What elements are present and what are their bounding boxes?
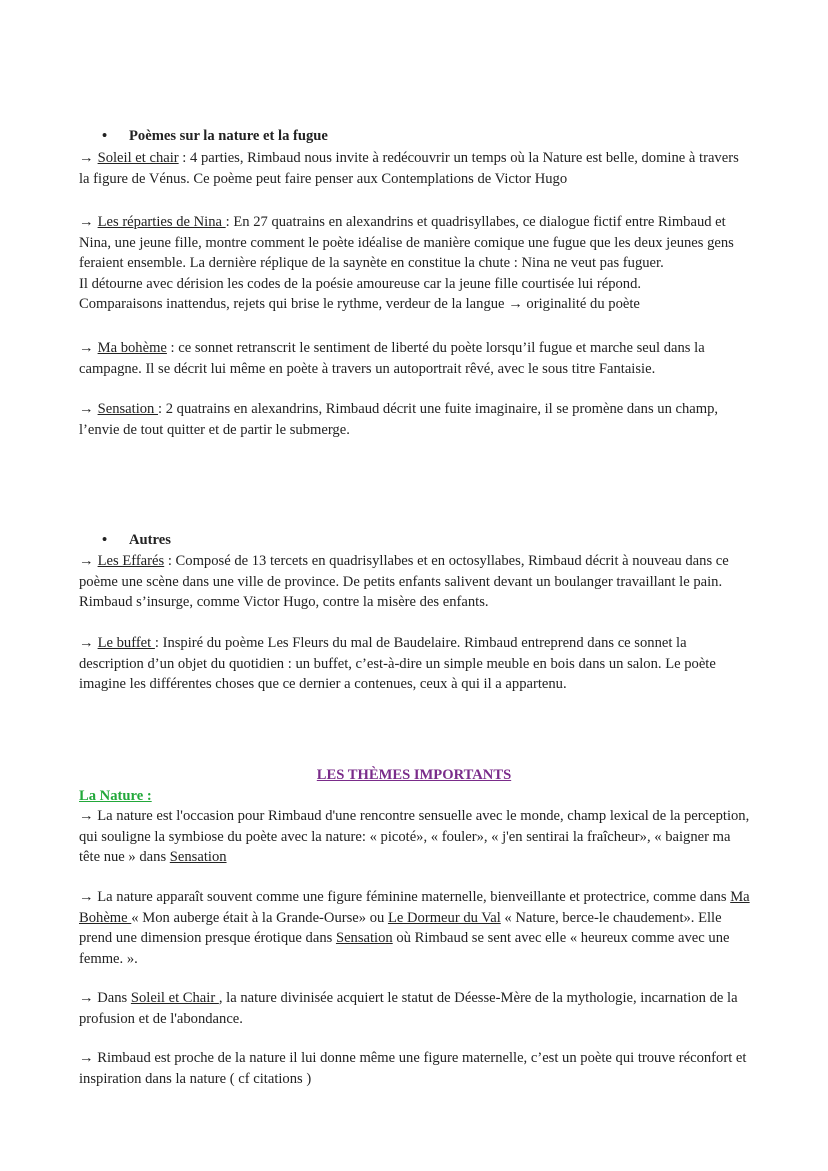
entry-text: 4 parties, Rimbaud nous invite à redécouvrir un temps où la Nature est belle, domine à travers la figure de Vénus. Ce poème peut faire penser aux Contemplations de Victor Hugo bbox=[79, 150, 739, 187]
arrow-right-icon: → bbox=[79, 401, 94, 417]
arrow-right-icon: → bbox=[508, 296, 523, 313]
themes-title: LES THÈMES IMPORTANTS bbox=[316, 767, 512, 783]
poem-title: Les réparties de Nina bbox=[97, 214, 226, 230]
section-heading-text: Poèmes sur la nature et la fugue bbox=[129, 128, 328, 144]
section-heading-autres bbox=[102, 530, 171, 550]
arrow-right-icon: → bbox=[79, 340, 94, 356]
paragraph-text: La nature est l'occasion pour Rimbaud d'une rencontre sensuelle avec le monde, champ lexical de la perception, qui souligne la symbiose du poète avec la nature: « picoté», « fouler», « j'en sentirai la fraîcheur», « baigner ma tête nue » dans bbox=[79, 808, 750, 866]
entry-text-line3-end: originalité du poète bbox=[522, 296, 640, 313]
entry-text: ce sonnet retranscrit le sentiment de liberté du poète lorsqu’il fugue et marche seul dans la campagne. Il se décrit lui même en poète à travers un autoportrait rêvé, avec le sous titre Fantaisie. bbox=[79, 340, 705, 377]
paragraph-text: « Nature, berce-le chaudement». Elle prend une dimension presque érotique dans bbox=[79, 909, 722, 947]
arrow-right-icon: → bbox=[79, 150, 94, 166]
poem-title: Soleil et chair bbox=[97, 150, 179, 166]
paragraph-text: Rimbaud est proche de la nature il lui donne même une figure maternelle, c’est un poète qui trouve réconfort et inspiration dans la nature ( cf citations ) bbox=[79, 1050, 747, 1087]
paragraph-text: « Mon auberge était à la Grande-Ourse» ou bbox=[131, 909, 388, 926]
entry-text-line2: Il détourne avec dérision les codes de la poésie amoureuse car la jeune fille courtisée lui répond. bbox=[79, 275, 642, 292]
arrow-right-icon: → bbox=[79, 553, 94, 569]
arrow-right-icon: → bbox=[79, 635, 94, 651]
arrow-right-icon: → bbox=[79, 889, 94, 905]
theme-paragraph-4 bbox=[79, 1048, 751, 1089]
entry-le-buffet bbox=[79, 633, 751, 695]
section-heading-nature-fugue bbox=[102, 126, 328, 146]
paragraph-text: Dans bbox=[93, 990, 131, 1006]
poem-reference: Sensation bbox=[335, 930, 393, 947]
entry-les-reparties-de-nina bbox=[79, 212, 751, 315]
arrow-right-icon: → bbox=[79, 1050, 94, 1066]
theme-paragraph-3 bbox=[79, 988, 751, 1029]
poem-reference: Soleil et Chair bbox=[130, 990, 219, 1006]
section-heading-text: Autres bbox=[129, 532, 171, 548]
separator: : bbox=[158, 401, 166, 417]
poem-title: Les Effarés bbox=[97, 553, 165, 569]
bullet-icon: • bbox=[102, 128, 108, 144]
arrow-right-icon: → bbox=[79, 808, 94, 824]
paragraph-text: La nature apparaît souvent comme une figure féminine maternelle, bienveillante et protectrice, comme dans bbox=[93, 889, 731, 905]
entry-text: 2 quatrains en alexandrins, Rimbaud décrit une fuite imaginaire, il se promène dans un champ, l’envie de tout quitter et de partir le submerge. bbox=[79, 401, 719, 438]
bullet-icon: • bbox=[102, 532, 108, 548]
poem-title: Le buffet bbox=[97, 635, 155, 651]
poem-reference: Sensation bbox=[169, 849, 227, 866]
separator: : bbox=[154, 635, 163, 651]
poem-title: Ma bohème bbox=[97, 340, 167, 356]
separator: : bbox=[225, 214, 234, 230]
poem-reference: Ma Bohème bbox=[79, 889, 750, 926]
entry-text: Composé de 13 tercets en quadrisyllabes et en octosyllabes, Rimbaud décrit à nouveau dans ce poème une scène dans une ville de province. De petits enfants salivent devant un boulanger travaillant le pain. Rimbaud s’insurge, comme Victor Hugo, contre la misère des enfants. bbox=[79, 553, 729, 611]
entry-text-line3: Comparaisons inattendus, rejets qui brise le rythme, verdeur de la langue bbox=[79, 296, 509, 313]
theme-paragraph-2 bbox=[79, 887, 751, 969]
entry-text: Inspiré du poème Les Fleurs du mal de Baudelaire. Rimbaud entreprend dans ce sonnet la description d’un objet du quotidien : un buffet, c’est-à-dire un simple meuble en bois dans un salon. Le poète imagine les différentes choses que ce dernier a contenues, ceux à qui il a appartenu. bbox=[79, 635, 716, 693]
paragraph-text: , la nature divinisée acquiert le statut de Déesse-Mère de la mythologie, incarnation de la profusion et de l'abondance. bbox=[79, 990, 738, 1027]
poem-title: Sensation bbox=[97, 401, 158, 417]
theme-paragraph-1 bbox=[79, 806, 751, 868]
separator: : bbox=[166, 340, 179, 356]
themes-subtitle-nature: La Nature : bbox=[79, 788, 152, 804]
entry-text: En 27 quatrains en alexandrins et quadrisyllabes, ce dialogue fictif entre Rimbaud et Nina, une jeune fille, montre comment le poète idéalise de manière comique une fugue que les deux jeunes gens feraient ensemble. La dernière réplique de la saynète en constitue la chute : Nina ne veut pas fuguer. bbox=[79, 214, 734, 272]
paragraph-text: où Rimbaud se sent avec elle « heureux comme avec une femme. ». bbox=[79, 930, 730, 967]
separator: : bbox=[178, 150, 191, 166]
separator: : bbox=[164, 553, 176, 569]
arrow-right-icon: → bbox=[79, 214, 94, 230]
entry-ma-boheme bbox=[79, 338, 751, 379]
entry-les-effares bbox=[79, 551, 751, 613]
entry-soleil-et-chair bbox=[79, 148, 751, 189]
poem-reference: Le Dormeur du Val bbox=[387, 909, 501, 926]
arrow-right-icon: → bbox=[79, 990, 94, 1006]
entry-sensation bbox=[79, 399, 751, 440]
